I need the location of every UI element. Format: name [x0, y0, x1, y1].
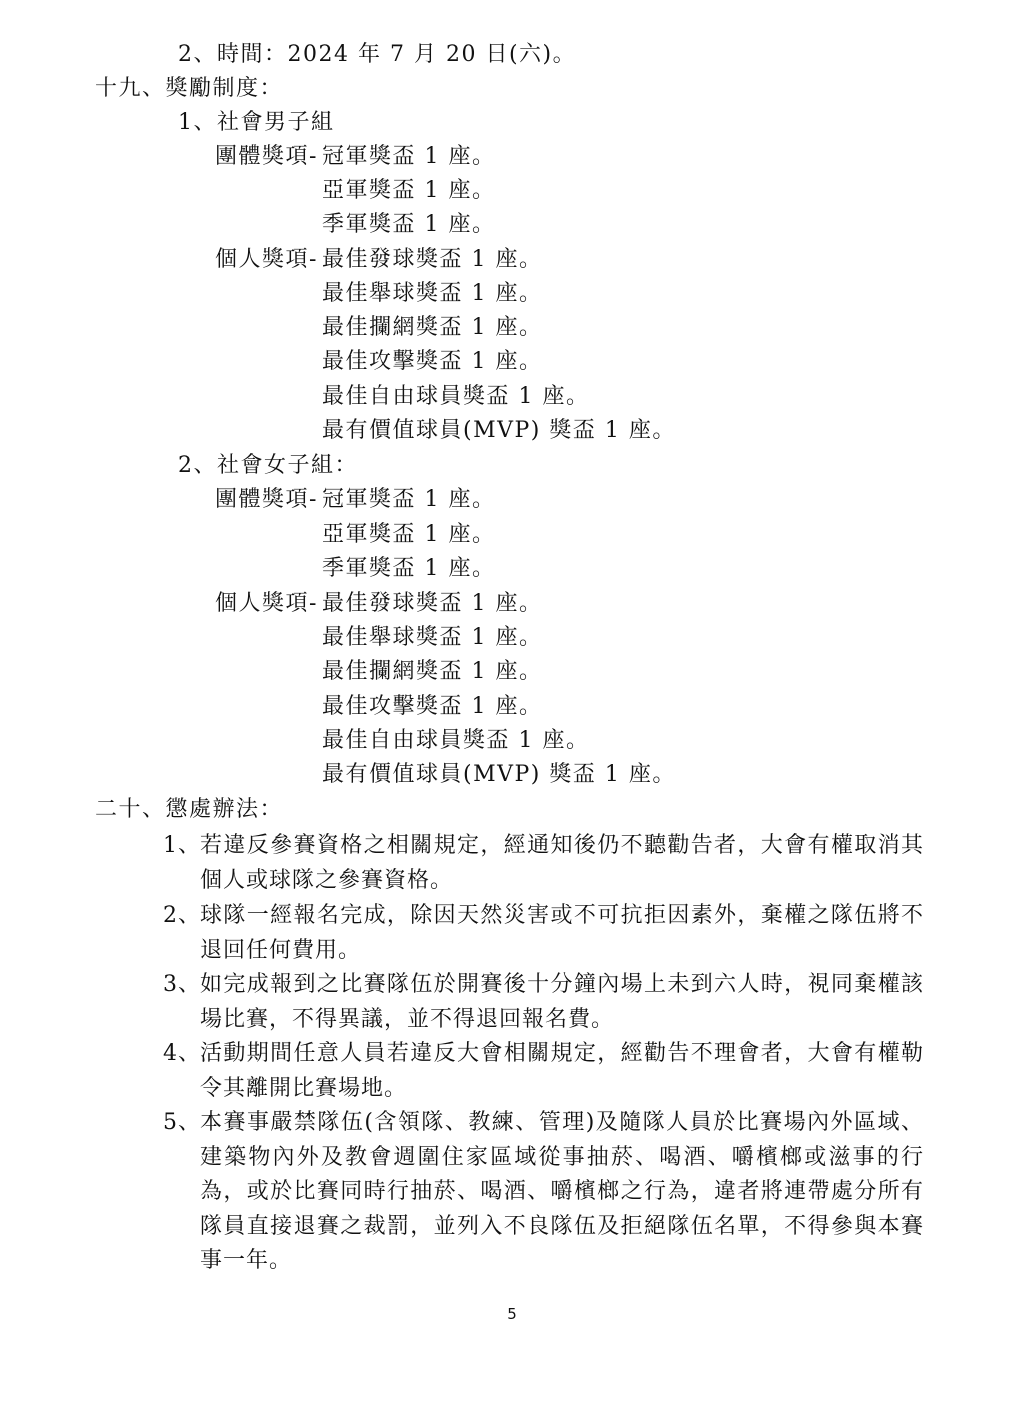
- penalty-item-4-number: 4、: [163, 1041, 201, 1066]
- women-group-title: 2、社會女子組：: [178, 453, 358, 478]
- section-19-heading: 十九、獎勵制度：: [95, 76, 284, 101]
- men-team-award-3: 季軍獎盃 1 座。: [322, 212, 496, 237]
- women-team-award-3: 季軍獎盃 1 座。: [322, 556, 496, 581]
- women-team-award-2: 亞軍獎盃 1 座。: [322, 522, 496, 547]
- men-indiv-award-3: 最佳攔網獎盃 1 座。: [322, 315, 543, 340]
- men-indiv-award-6: 最有價值球員(MVP) 獎盃 1 座。: [322, 418, 676, 443]
- penalty-item-5-text: 本賽事嚴禁隊伍(含領隊、教練、管理)及隨隊人員於比賽場內外區域、建築物內外及教會週圍住家區域從事抽菸、喝酒、嚼檳榔或滋事的行為，或於比賽同時行抽菸、喝酒、嚼檳榔之行為，違者將連帶處分所有隊員直接退賽之裁罰，並列入不良隊伍及拒絕隊伍名單，不得參與本賽事一年。: [200, 1110, 924, 1273]
- women-team-award-1: 冠軍獎盃 1 座。: [322, 487, 496, 512]
- men-team-prefix: 團體獎項-: [215, 144, 318, 169]
- men-indiv-award-1: 最佳發球獎盃 1 座。: [322, 247, 543, 272]
- penalty-item-1-number: 1、: [163, 833, 201, 858]
- penalty-item-2-number: 2、: [163, 903, 201, 928]
- women-indiv-award-6: 最有價值球員(MVP) 獎盃 1 座。: [322, 762, 676, 787]
- penalty-item-3-number: 3、: [163, 972, 201, 997]
- women-team-prefix: 團體獎項-: [215, 487, 318, 512]
- women-indiv-award-3: 最佳攔網獎盃 1 座。: [322, 659, 543, 684]
- penalty-item-5-number: 5、: [163, 1110, 201, 1135]
- penalty-item-2-text: 球隊一經報名完成，除因天然災害或不可抗拒因素外，棄權之隊伍將不退回任何費用。: [200, 903, 924, 963]
- men-indiv-prefix: 個人獎項-: [215, 247, 318, 272]
- women-indiv-prefix: 個人獎項-: [215, 591, 318, 616]
- women-indiv-award-1: 最佳發球獎盃 1 座。: [322, 591, 543, 616]
- section-20-heading: 二十、懲處辦法：: [95, 797, 284, 822]
- men-indiv-award-4: 最佳攻擊獎盃 1 座。: [322, 349, 543, 374]
- penalty-item-1-text: 若違反參賽資格之相關規定，經通知後仍不聽勸告者，大會有權取消其個人或球隊之參賽資格。: [200, 833, 924, 893]
- women-indiv-award-4: 最佳攻擊獎盃 1 座。: [322, 694, 543, 719]
- penalty-item-3-text: 如完成報到之比賽隊伍於開賽後十分鐘內場上未到六人時，視同棄權該場比賽，不得異議，並不得退回報名費。: [200, 972, 924, 1032]
- page-number: 5: [507, 1305, 517, 1323]
- men-group-title: 1、社會男子組: [178, 110, 335, 135]
- men-team-award-2: 亞軍獎盃 1 座。: [322, 178, 496, 203]
- penalty-item-4-text: 活動期間任意人員若違反大會相關規定，經勸告不理會者，大會有權勒令其離開比賽場地。: [200, 1041, 924, 1101]
- time-line: 2、時間：2024 年 7 月 20 日(六)。: [178, 42, 577, 67]
- men-team-award-1: 冠軍獎盃 1 座。: [322, 144, 496, 169]
- men-indiv-award-5: 最佳自由球員獎盃 1 座。: [322, 384, 590, 409]
- women-indiv-award-5: 最佳自由球員獎盃 1 座。: [322, 728, 590, 753]
- women-indiv-award-2: 最佳舉球獎盃 1 座。: [322, 625, 543, 650]
- men-indiv-award-2: 最佳舉球獎盃 1 座。: [322, 281, 543, 306]
